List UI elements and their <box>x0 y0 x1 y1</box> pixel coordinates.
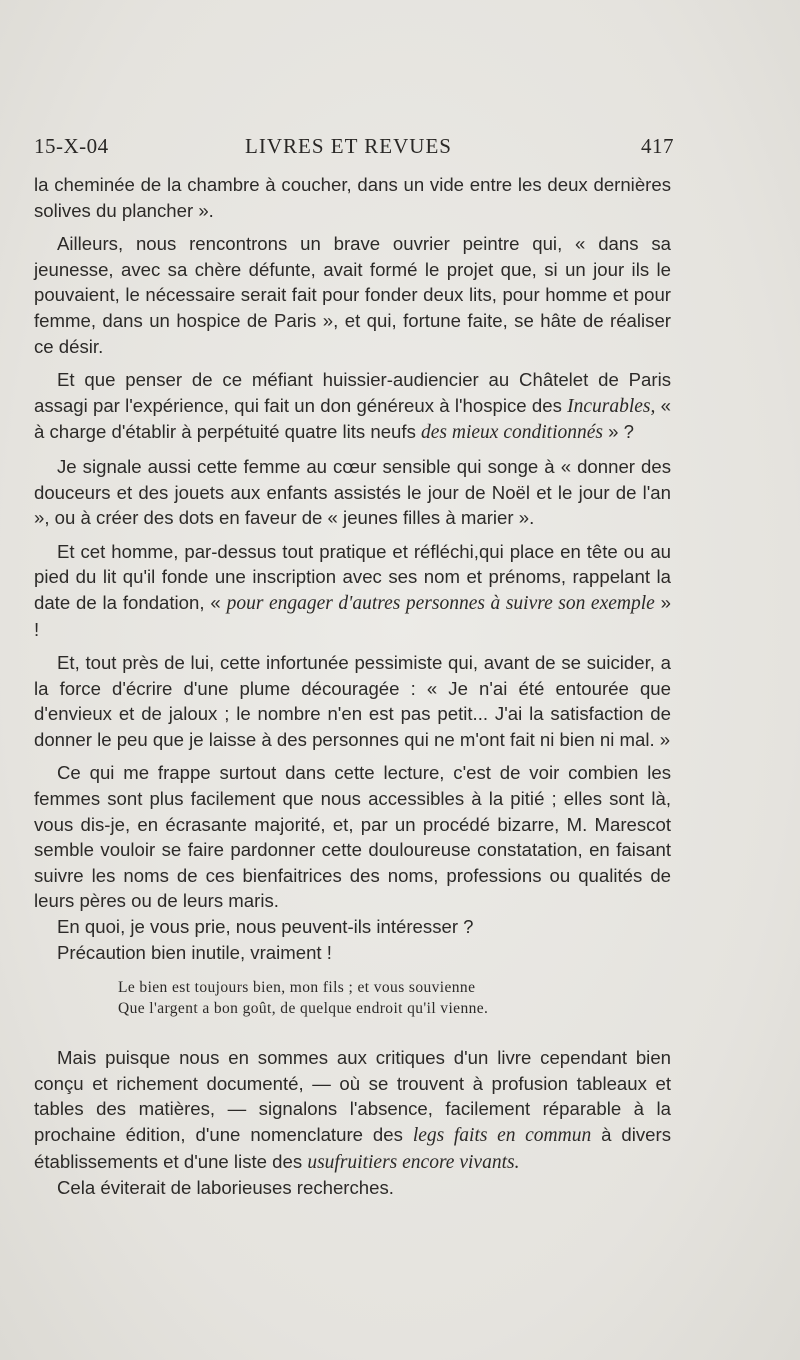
text-run: Et, tout près de lui, cette infortunée pessimiste qui, avant de se suicider, a la force d'écrire d'une plume découragée : « Je n'ai été entourée que d'envieux et de jaloux ; le nombre n'en est pas petit... J'ai la satisfaction de donner le peu que je laisse à des personnes qui ne m'ont fait ni bien ni mal. » <box>34 652 671 750</box>
page-number: 417 <box>641 134 674 158</box>
text-run: Et que penser de ce méfiant huissier-audiencier au Châtelet de Paris assagi par l'expérience, qui fait un don généreux à l'hospice des <box>34 369 671 416</box>
text-run: Mais puisque nous en sommes aux critiques d'un livre cependant bien conçu et richement documenté, — où se trouvent à profusion tableaux et tables des matières, — signalons l'absence, facilement réparable à la prochaine édition, d'une nomenclature des <box>34 1047 671 1145</box>
verse-quotation <box>118 977 671 1019</box>
verse-line: Que l'argent a bon goût, de quelque endroit qu'il vienne. <box>118 1000 489 1018</box>
italic-text: legs faits en commun <box>412 1125 592 1146</box>
text-run: Ailleurs, nous rencontrons un brave ouvrier peintre qui, « dans sa jeunesse, avec sa chère défunte, avait formé le projet que, si un jour ils le pouvaient, le nécessaire serait fait pour fonder deux lits, pour homme et pour femme, dans un hospice de Paris », et qui, fortune faite, se hâte de réaliser ce désir. <box>34 233 671 357</box>
text-run: » ? <box>603 421 635 443</box>
paragraph <box>34 454 671 531</box>
text-run: « à charge d'établir à perpétuité quatre lits neufs <box>34 394 671 443</box>
paragraph <box>34 760 671 914</box>
paragraph <box>34 914 671 940</box>
italic-text: usufruitiers encore vivants. <box>307 1151 520 1173</box>
text-run: la cheminée de la chambre à coucher, dans un vide entre les deux dernières solives du plancher ». <box>34 174 671 221</box>
text-run: Précaution bien inutile, vraiment ! <box>57 941 332 963</box>
text-run: à divers établissements et d'une liste des <box>34 1124 671 1172</box>
text-run: » ! <box>34 591 671 640</box>
header-date: 15-X-04 <box>34 134 109 158</box>
verse-line: Le bien est toujours bien, mon fils ; et vous souvienne <box>118 979 476 997</box>
italic-text: Incurables, <box>567 395 656 417</box>
text-run: Et cet homme, par-dessus tout pratique et réfléchi,qui place en tête ou au pied du lit qu'il fonde une inscription avec ses nom et prénoms, rappelant la date de la fondation, « <box>34 540 671 613</box>
paragraph <box>34 650 671 752</box>
paragraph <box>34 367 671 446</box>
article-body <box>34 172 671 1201</box>
text-run: En quoi, je vous prie, nous peuvent-ils intéresser ? <box>57 916 474 938</box>
paragraph <box>34 1175 671 1201</box>
header-section-title: LIVRES ET REVUES <box>245 134 452 158</box>
paragraph <box>34 1045 671 1175</box>
text-run: Cela éviterait de laborieuses recherches. <box>57 1177 394 1199</box>
paragraph <box>34 231 671 359</box>
text-run: Ce qui me frappe surtout dans cette lecture, c'est de voir combien les femmes sont plus facilement que nous accessibles à la pitié ; elles sont là, vous dis-je, en écrasante majorité, et, par un procédé bizarre, M. Marescot semble vouloir se faire pardonner cette douloureuse constatation, en faisant suivre les noms de ces bienfaitrices des noms, professions ou qualités de leurs pères ou de leurs maris. <box>34 762 671 912</box>
running-header <box>34 134 674 164</box>
paragraph <box>34 940 671 966</box>
italic-text: des mieux conditionnés <box>421 422 603 444</box>
text-run: Je signale aussi cette femme au cœur sensible qui songe à « donner des douceurs et des jouets aux enfants assistés le jour de Noël et le jour de l'an », ou à créer des dots en faveur de « jeunes filles à marier ». <box>34 455 671 529</box>
paragraphs-before-quote <box>34 172 671 965</box>
italic-text: pour engager d'autres personnes à suivre son exemple <box>226 592 655 614</box>
paragraph <box>34 172 671 223</box>
paragraphs-after-quote <box>34 1045 671 1201</box>
paragraph <box>34 539 671 642</box>
